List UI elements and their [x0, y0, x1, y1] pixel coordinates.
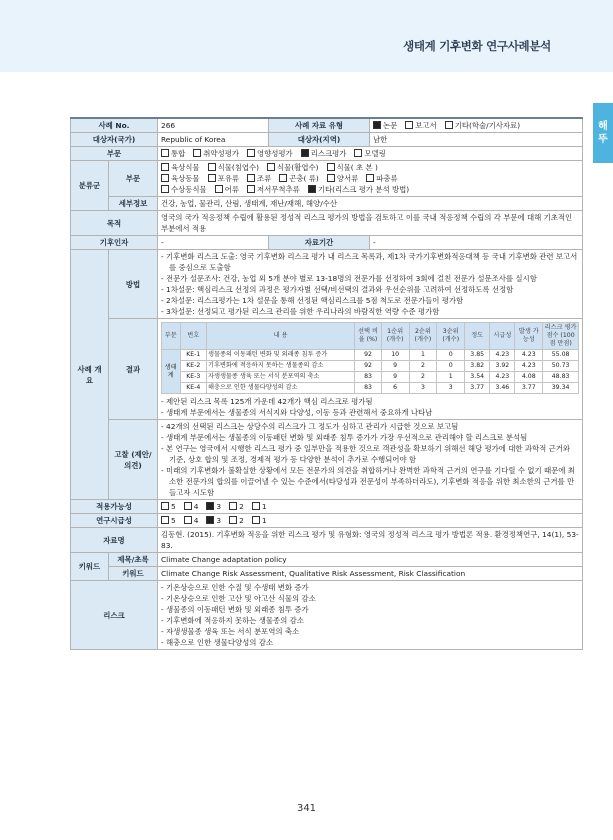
result-table-header-cell: 시급성 [490, 323, 515, 350]
checkbox-option[interactable] [252, 515, 267, 526]
result-table-cell: 기후변화에 적응하지 못하는 생물종의 감소 [207, 361, 355, 372]
result-table-cell: 4.23 [515, 350, 543, 361]
result-table-header-cell: 번호 [180, 323, 206, 350]
label-reference: 자료명 [71, 528, 158, 553]
result-table-cell: 3.82 [465, 361, 490, 372]
unchecked-box-icon[interactable] [161, 149, 169, 157]
result-table-header-cell: 선택 비율 (%) [355, 323, 381, 350]
unchecked-box-icon[interactable] [247, 174, 255, 182]
result-table-cell: 92 [355, 350, 381, 361]
checkbox-option[interactable] [247, 184, 300, 195]
result-table-cell: 2 [409, 372, 437, 383]
result-table-cell: 92 [355, 361, 381, 372]
label-result: 결과 [109, 319, 158, 420]
bullet-item: - 기후변화 리스크 도출: 영국 기후변화 리스크 평가 내 리스크 목록과, 제1차 국가기후변화적응대책 등 국내 기후변화 관련 보고서를 중심으로 도출함 [161, 252, 578, 272]
result-table-header-cell: 3순위 (개수) [437, 323, 465, 350]
unchecked-box-icon[interactable] [215, 185, 223, 193]
label-target-country: 대상자(국가) [71, 133, 158, 147]
checkbox-option[interactable] [161, 184, 207, 195]
unchecked-box-icon[interactable] [327, 174, 335, 182]
checkbox-option[interactable] [215, 184, 239, 195]
side-tab-line1: 해 [598, 121, 608, 132]
country-value: Republic of Korea [158, 133, 269, 147]
keyword-list-value: Climate Change Risk Assessment, Qualitative Risk Assessment, Risk Classification [158, 567, 583, 581]
checkbox-option[interactable] [247, 173, 271, 184]
result-table-header-cell: 정도 [465, 323, 490, 350]
checked-box-icon[interactable] [206, 516, 214, 524]
label-discussion: 고찰 (제안/의견) [109, 420, 158, 500]
row-risk [71, 581, 583, 650]
result-table-header [162, 323, 579, 350]
checkbox-option[interactable] [206, 501, 221, 512]
unchecked-box-icon[interactable] [184, 516, 192, 524]
region-value: 남한 [370, 133, 583, 147]
checkbox-option[interactable] [327, 173, 358, 184]
result-table-cell: 50.73 [543, 361, 579, 372]
result-table-cell: 9 [381, 372, 409, 383]
option-label: 4 [193, 502, 199, 511]
row-country [71, 133, 583, 147]
row-taxa [71, 161, 583, 197]
result-table-row [162, 350, 579, 361]
result-table-cell: 10 [381, 350, 409, 361]
unchecked-box-icon[interactable] [247, 185, 255, 193]
option-label: 리스크평가 [310, 149, 347, 158]
bullet-item: - 해충으로 인한 생물다양성의 감소 [161, 638, 274, 647]
taxa-row [161, 162, 579, 173]
unchecked-box-icon[interactable] [193, 149, 201, 157]
side-tab-line2: 뚜 [598, 134, 608, 145]
checkbox-option[interactable] [161, 515, 176, 526]
checkbox-option[interactable] [161, 501, 176, 512]
label-applicability: 적용가능성 [71, 500, 158, 514]
result-table-group-cell: 생태계 [162, 350, 181, 394]
checkbox-option[interactable] [206, 515, 221, 526]
checkbox-option[interactable] [184, 515, 199, 526]
checkbox-option[interactable] [354, 148, 385, 159]
label-method: 방법 [109, 250, 158, 319]
result-table-cell: 0 [437, 361, 465, 372]
result-table-row [162, 383, 579, 394]
result-table-cell: 55.08 [543, 350, 579, 361]
option-label: 보고서 [415, 121, 437, 130]
checkbox-option[interactable] [373, 120, 397, 131]
taxa-row [161, 173, 579, 184]
row-reference [71, 528, 583, 553]
result-table-cell: 39.34 [543, 383, 579, 394]
checkbox-option[interactable] [252, 501, 267, 512]
checkbox-option[interactable] [208, 162, 259, 173]
option-label: 논문 [383, 121, 398, 130]
option-label: 파충류 [376, 174, 398, 183]
checkbox-option[interactable] [193, 148, 239, 159]
option-label: 육상식물 [171, 163, 200, 172]
label-keyword: 키워드 [71, 553, 109, 581]
row-case-no [71, 118, 583, 133]
checked-box-icon[interactable] [308, 185, 316, 193]
checkbox-option[interactable] [445, 120, 520, 131]
unchecked-box-icon[interactable] [161, 163, 169, 171]
result-table-cell: 9 [381, 361, 409, 372]
bullet-item: - 전문가 설문조사: 건강, 농업 외 5개 분야 별로 13-18명의 전문가를 선정하여 3회에 걸친 전문가 설문조사를 실시함 [161, 274, 537, 283]
result-table-cell: 0 [437, 350, 465, 361]
unchecked-box-icon[interactable] [279, 174, 287, 182]
urgency-options [158, 514, 583, 528]
bullet-item: - 기온상승으로 인한 수질 및 수생태 변화 증가 [161, 583, 309, 592]
result-table-cell: 4.23 [490, 350, 515, 361]
unchecked-box-icon[interactable] [327, 163, 335, 171]
unchecked-box-icon[interactable] [247, 149, 255, 157]
label-title-abstract: 제목/초록 [109, 553, 158, 567]
checkbox-option[interactable] [184, 501, 199, 512]
label-case-no: 사례 No. [71, 118, 158, 133]
result-table-cell: KE-3 [180, 372, 206, 383]
unchecked-box-icon[interactable] [161, 502, 169, 510]
checkbox-option[interactable] [247, 148, 293, 159]
row-urgency [71, 514, 583, 528]
result-table-cell: 해충으로 인한 생물다양성의 감소 [207, 383, 355, 394]
unchecked-box-icon[interactable] [161, 516, 169, 524]
method-text [158, 250, 583, 319]
result-table-cell: 4.23 [490, 372, 515, 383]
result-table-cell: 생물종의 이동패턴 변화 및 외래종 침투 증가 [207, 350, 355, 361]
chapter-side-tab [593, 103, 613, 163]
row-discussion [71, 420, 583, 500]
result-table-cell: 1 [409, 350, 437, 361]
bullet-item: - 생태계 부문에서는 생물종의 서식지와 다양성, 이동 등과 관련해서 중요하게 나타남 [161, 408, 433, 417]
label-data-period: 자료기간 [269, 236, 370, 250]
checkbox-option[interactable] [267, 162, 318, 173]
discussion-text [158, 420, 583, 500]
option-label: 식물( 초 본 ) [336, 163, 378, 172]
result-table-cell: 3 [437, 383, 465, 394]
result-text [161, 396, 579, 418]
option-label: 수상동식물 [171, 185, 207, 194]
option-label: 모델링 [364, 149, 386, 158]
page-number: 341 [296, 803, 317, 814]
checkbox-option[interactable] [301, 148, 347, 159]
header-band [0, 0, 613, 72]
result-table [161, 322, 579, 394]
reference-value: 김동현. (2015). 기후변화 적응을 위한 리스크 평가 및 유형화: 영국의 정성적 리스크 평가 방법론 적용. 환경정책연구, 14(1), 53-83. [158, 528, 583, 553]
row-keyword-title [71, 553, 583, 567]
checked-box-icon[interactable] [373, 121, 381, 129]
checked-box-icon[interactable] [301, 149, 309, 157]
unchecked-box-icon[interactable] [252, 502, 260, 510]
result-table-body [162, 350, 579, 394]
result-table-cell: 83 [355, 372, 381, 383]
bullet-item: - 생물종의 이동패턴 변화 및 외래종 침투 증가 [161, 605, 309, 614]
unchecked-box-icon[interactable] [161, 174, 169, 182]
row-purpose [71, 211, 583, 236]
option-label: 저서무척추류 [256, 185, 300, 194]
unchecked-box-icon[interactable] [161, 185, 169, 193]
label-material-type: 사례 자료 유형 [269, 118, 370, 133]
bullet-item: - 42개의 선택된 리스크는 상당수의 리스크가 그 정도가 심하고 관리가 시급한 것으로 보고됨 [161, 422, 459, 431]
checkbox-option[interactable] [279, 173, 319, 184]
unchecked-box-icon[interactable] [252, 516, 260, 524]
result-table-cell: 4.23 [515, 361, 543, 372]
bullet-item: - 2차설문: 리스크평가는 1차 설문을 통해 선정된 핵심리스크를 5점 척도로 전문가들이 평가함 [161, 296, 464, 305]
option-label: 영향성평가 [256, 149, 293, 158]
unchecked-box-icon[interactable] [354, 149, 362, 157]
case-study-table [70, 117, 583, 650]
checkbox-option[interactable] [161, 173, 200, 184]
option-label: 식물(침엽수) [217, 163, 260, 172]
checkbox-option[interactable] [161, 148, 185, 159]
option-label: 1 [261, 502, 267, 511]
option-label: 5 [171, 502, 176, 511]
bullet-item: - 1차설문: 핵심리스크 선정의 과정은 평가자별 선택/비선택의 결과와 우선순위를 고려하여 선정하도록 선정함 [161, 285, 514, 294]
option-label: 식물(활엽수) [277, 163, 319, 172]
result-table-cell: 6 [381, 383, 409, 394]
taxa-options [158, 161, 583, 197]
result-table-header-cell: 리스크 평가 점수 (100점 만점) [543, 323, 579, 350]
option-label: 취약성평가 [203, 149, 239, 158]
checkbox-option[interactable] [229, 515, 244, 526]
case-no-value: 266 [158, 118, 269, 133]
bullet-item: - 기후변화에 적응하지 못하는 생물종의 감소 [161, 616, 304, 625]
applicability-options [158, 500, 583, 514]
option-label: 곤충( 류) [289, 174, 319, 183]
result-table-cell: 3.92 [490, 361, 515, 372]
option-label: 육상동물 [171, 174, 200, 183]
label-risk: 리스크 [71, 581, 158, 650]
unchecked-box-icon[interactable] [405, 121, 413, 129]
result-table-header-cell: 2순위 (개수) [409, 323, 437, 350]
result-table-cell: 3.77 [515, 383, 543, 394]
result-table-cell: 3.46 [490, 383, 515, 394]
unchecked-box-icon[interactable] [208, 163, 216, 171]
label-purpose: 목적 [71, 211, 158, 236]
option-label: 2 [239, 516, 244, 525]
result-cell [158, 319, 583, 420]
taxa-row [161, 184, 579, 195]
result-table-header-cell: 부문 [162, 323, 181, 350]
label-target-region: 대상자(지역) [269, 133, 370, 147]
row-climate-factor [71, 236, 583, 250]
result-table-row [162, 372, 579, 383]
climate-factor-value: - [158, 236, 269, 250]
option-label: 기타(리스크 평가 분석 방법) [317, 185, 410, 194]
row-method [71, 250, 583, 319]
result-table-cell: KE-4 [180, 383, 206, 394]
result-table-cell: 83 [355, 383, 381, 394]
option-label: 5 [171, 516, 176, 525]
checkbox-option[interactable] [308, 184, 409, 195]
checkbox-option[interactable] [366, 173, 397, 184]
sector-options [158, 147, 583, 161]
result-table-header-cell: 내 용 [207, 323, 355, 350]
page-header-title: 생태계 기후변화 연구사례분석 [403, 39, 551, 53]
result-table-row [162, 361, 579, 372]
option-label: 양서류 [336, 174, 359, 183]
result-table-cell: 자생생물종 생육 또는 서식 분포역의 축소 [207, 372, 355, 383]
option-label: 통합 [171, 149, 186, 158]
label-keyword-sub: 키워드 [109, 567, 158, 581]
result-table-cell: KE-1 [180, 350, 206, 361]
row-detail [71, 197, 583, 211]
bullet-item: - 생태계 부문에서는 생물종의 이동패턴 변화 및 외래종 침투 증가가 가장 우선적으로 관리해야 할 리스크로 분석됨 [161, 433, 528, 442]
option-label: 1 [261, 516, 267, 525]
bullet-item: - 3차설문: 선정되고 평가된 리스크 관리를 위한 우리나라의 바람직한 역량 수준 평가함 [161, 307, 440, 316]
bullet-item: - 본 연구는 영국에서 시행한 리스크 평가 중 일부만을 적용한 것으로 객관성을 확보하기 위해선 해당 평가에 대한 과학적 근거와 기준, 상호 합의 및 조정, 경제적 평가 등 다양한 분석이 추가로 수행되어야 함 [161, 444, 571, 464]
label-case-overview: 사례 개요 [71, 250, 109, 500]
material-type-options [370, 118, 583, 133]
row-applicability [71, 500, 583, 514]
result-table-cell: 3 [409, 383, 437, 394]
checkbox-option[interactable] [405, 120, 436, 131]
label-sector-sub: 부문 [109, 161, 158, 197]
result-table-header-cell: 발생 가능성 [515, 323, 543, 350]
label-category: 분류군 [71, 161, 109, 211]
unchecked-box-icon[interactable] [366, 174, 374, 182]
unchecked-box-icon[interactable] [229, 516, 237, 524]
label-detail-info: 세부정보 [109, 197, 158, 211]
row-sector [71, 147, 583, 161]
checkbox-option[interactable] [208, 173, 239, 184]
result-table-cell: 48.83 [543, 372, 579, 383]
bullet-item: - 제안된 리스크 목록 125개 가운데 42개가 핵심 리스크로 평가됨 [161, 397, 373, 406]
bullet-item: - 자생생물종 생육 또는 서식 분포역의 축소 [161, 627, 300, 636]
result-table-cell: 2 [409, 361, 437, 372]
result-table-cell: 1 [437, 372, 465, 383]
result-table-cell: 3.85 [465, 350, 490, 361]
data-period-value: - [370, 236, 583, 250]
option-label: 기타(학술/기사자료) [454, 121, 521, 130]
row-result [71, 319, 583, 420]
option-label: 2 [239, 502, 244, 511]
option-label: 4 [193, 516, 199, 525]
detail-value: 건강, 농업, 물관리, 산림, 생태계, 재난/재해, 해양/수산 [158, 197, 583, 211]
unchecked-box-icon[interactable] [229, 502, 237, 510]
row-keyword-list [71, 567, 583, 581]
result-table-cell: KE-2 [180, 361, 206, 372]
unchecked-box-icon[interactable] [208, 174, 216, 182]
checked-box-icon[interactable] [206, 502, 214, 510]
result-table-cell: 3.77 [465, 383, 490, 394]
keyword-title-value: Climate Change adaptation policy [158, 553, 583, 567]
option-label: 조류 [256, 174, 272, 183]
bullet-item: - 기온상승으로 인한 고산 및 아고산 식물의 감소 [161, 594, 316, 603]
label-sector: 부문 [71, 147, 158, 161]
bullet-item: - 미래의 기후변화가 불확실한 상황에서 모든 전문가의 의견을 취합하거나 완벽한 과학적 근거의 연구를 기다릴 수 없기 때문에 최소한 전문가의 합의를 이끌어낼 수 있는 수준에서(타당성과 전문성이 부족하더라도), 기후변화 적응을 위한 최소한의 근거를 만들고자 시도함 [161, 466, 575, 497]
result-table-cell: 3.54 [465, 372, 490, 383]
result-table-cell: 4.08 [515, 372, 543, 383]
risk-text [158, 581, 583, 650]
option-label: 3 [216, 516, 222, 525]
checkbox-option[interactable] [161, 162, 200, 173]
checkbox-option[interactable] [229, 501, 244, 512]
label-climate-factor: 기후인자 [71, 236, 158, 250]
option-label: 3 [216, 502, 222, 511]
option-label: 어류 [224, 185, 239, 194]
result-table-header-cell: 1순위 (개수) [381, 323, 409, 350]
option-label: 포유류 [217, 174, 239, 183]
checkbox-option[interactable] [327, 162, 378, 173]
purpose-value: 영국의 국가 적응정책 수립에 활용된 정성적 리스크 평가의 방법을 검토하고 이를 국내 적응정책 수립의 각 부문에 대해 기초적인 부분에서 적용 [158, 211, 583, 236]
unchecked-box-icon[interactable] [184, 502, 192, 510]
unchecked-box-icon[interactable] [267, 163, 275, 171]
unchecked-box-icon[interactable] [445, 121, 453, 129]
label-urgency: 연구시급성 [71, 514, 158, 528]
